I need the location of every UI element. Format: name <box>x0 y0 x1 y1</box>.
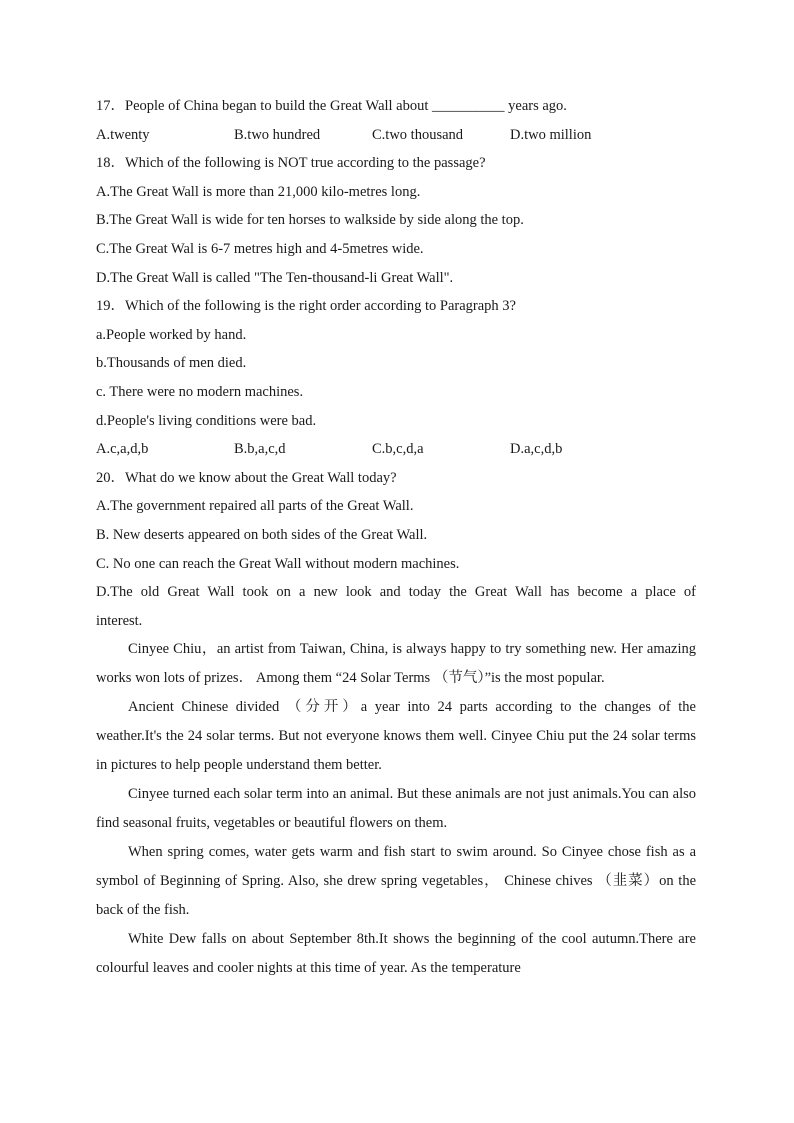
question-18-option-d: D.The Great Wall is called "The Ten-thousand-li Great Wall". <box>96 269 454 286</box>
option-c: C.b,c,d,a <box>372 441 424 458</box>
question-20-option-d-line2: interest. <box>96 612 143 629</box>
option-c: C.two thousand <box>372 126 464 143</box>
question-20-option-a: A.The government repaired all parts of the Great Wall. <box>96 498 414 515</box>
option-a: A.twenty <box>96 126 150 143</box>
question-20-option-d-line1: D.The old Great Wall took on a new look and today the Great Wall has become a place of <box>96 584 696 601</box>
passage-paragraph-1: Cinyee Chiu，an artist from Taiwan, China, is always happy to try something new. Her amazing works won lots of prizes． Among them “24 Solar Terms （节气）”is the most popular. <box>96 641 696 687</box>
question-20-stem: 20．What do we know about the Great Wall today? <box>96 469 397 486</box>
question-20-option-c: C. No one can reach the Great Wall without modern machines. <box>96 555 460 572</box>
option-d: D.two million <box>510 126 592 143</box>
question-18-option-a: A.The Great Wall is more than 21,000 kilo-metres long. <box>96 183 421 200</box>
question-19-item-c: c. There were no modern machines. <box>96 383 304 400</box>
question-19-item-a: a.People worked by hand. <box>96 326 247 343</box>
question-18-option-b: B.The Great Wall is wide for ten horses to walkside by side along the top. <box>96 212 524 229</box>
passage-paragraph-4: When spring comes, water gets warm and fish start to swim around. So Cinyee chose fish as a symbol of Beginning of Spring. Also, she drew spring vegetables， Chinese chives （韭菜）on the back of the fish. <box>96 844 696 919</box>
option-b: B.two hundred <box>234 126 321 143</box>
question-18-option-c: C.The Great Wal is 6-7 metres high and 4-5metres wide. <box>96 240 424 257</box>
question-19-item-d: d.People's living conditions were bad. <box>96 412 317 429</box>
option-b: B.b,a,c,d <box>234 441 286 458</box>
passage-paragraph-3: Cinyee turned each solar term into an animal. But these animals are not just animals.You can also find seasonal fruits, vegetables or beautiful flowers on them. <box>96 786 696 832</box>
option-a: A.c,a,d,b <box>96 441 149 458</box>
document-page <box>96 92 696 983</box>
question-20-option-b: B. New deserts appeared on both sides of the Great Wall. <box>96 526 428 543</box>
option-d: D.a,c,d,b <box>510 441 563 458</box>
question-19-stem: 19．Which of the following is the right order according to Paragraph 3? <box>96 298 516 315</box>
question-19-options <box>96 435 696 464</box>
question-17-options <box>96 121 696 150</box>
passage-paragraph-2: Ancient Chinese divided （分开）a year into 24 parts according to the changes of the weather.It's the 24 solar terms. But not everyone knows them well. Cinyee Chiu put the 24 solar terms in pictures to help people understand them better. <box>96 699 696 774</box>
question-18-stem: 18．Which of the following is NOT true according to the passage? <box>96 155 486 172</box>
question-17-stem: 17．People of China began to build the Great Wall about __________ years ago. <box>96 98 567 114</box>
question-19-item-b: b.Thousands of men died. <box>96 355 247 372</box>
passage-paragraph-5: White Dew falls on about September 8th.It shows the beginning of the cool autumn.There are colourful leaves and cooler nights at this time of year. As the temperature <box>96 931 696 977</box>
